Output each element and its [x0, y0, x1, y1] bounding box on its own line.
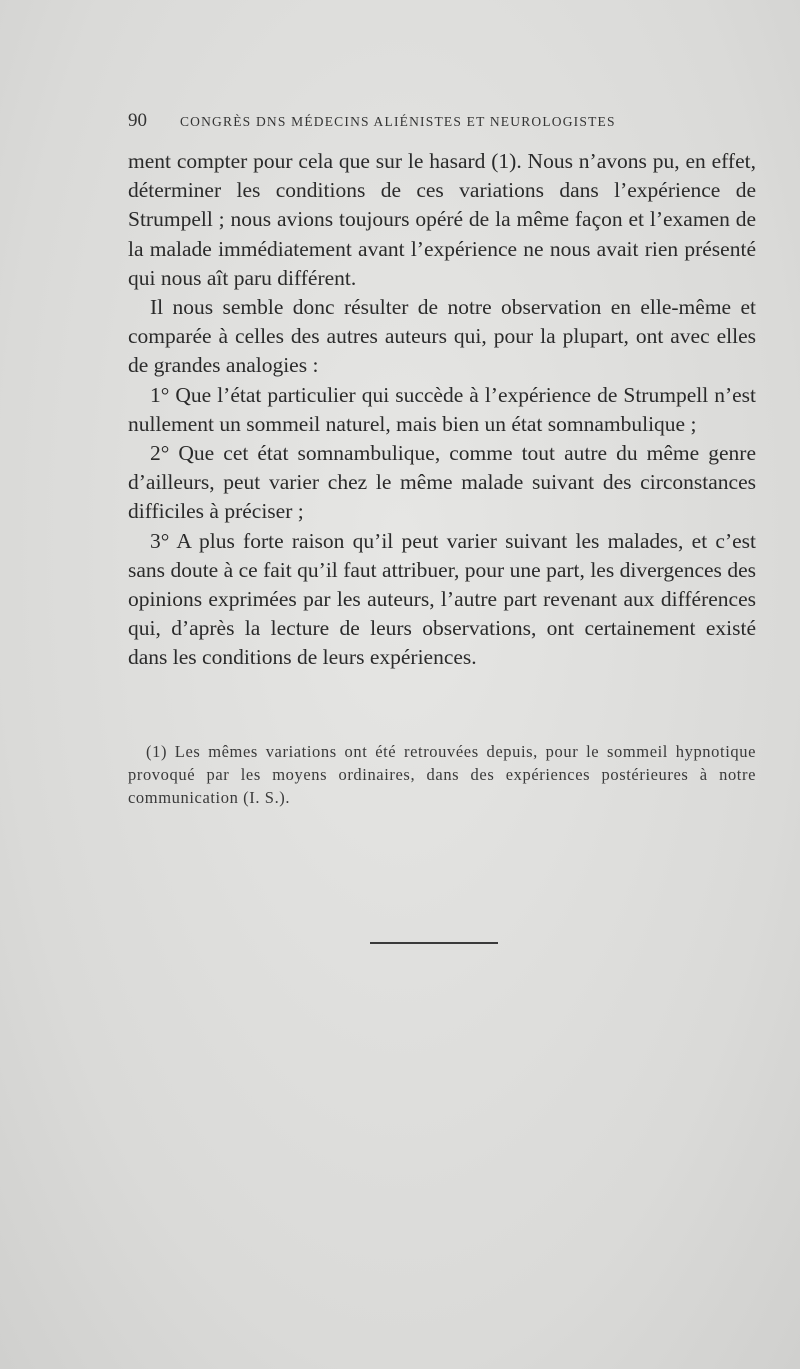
paragraph-continuation: ment compter pour cela que sur le hasard (1). Nous n’avons pu, en effet, déterminer les conditions de ces variations dans l’expérience de Strumpell ; nous avions toujours opéré de la même façon et l’examen de la malade immédiatement avant l’expérience ne nous avait rien présenté qui nous aît paru différent.	[128, 149, 756, 290]
end-rule	[370, 942, 498, 944]
footnote	[128, 740, 756, 809]
running-title: CONGRÈS DNS MÉDECINS ALIÉNISTES ET NEUROLOGISTES	[179, 114, 616, 129]
page-header	[128, 110, 688, 132]
conclusion-item-1: 1° Que l’état particulier qui succède à l’expérience de Strumpell n’est nullement un sommeil naturel, mais bien un état somnambulique ;	[128, 382, 756, 436]
page-number: 90	[128, 110, 147, 131]
conclusion-item-2: 2° Que cet état somnambulique, comme tout autre du même genre d’ailleurs, peut varier chez le même malade suivant des circonstances difficiles à préciser ;	[128, 441, 756, 524]
body-text	[128, 147, 756, 673]
footnote-text: (1) Les mêmes variations ont été retrouvées depuis, pour le sommeil hypnotique provoqué par les moyens ordinaires, dans des expériences postérieures à notre communication (I. S.).	[128, 742, 756, 807]
conclusion-item-3: 3° A plus forte raison qu’il peut varier suivant les malades, et c’est sans doute à ce fait qu’il faut attribuer, pour une part, les divergences des opinions exprimées par les auteurs, l’autre part revenant aux différences qui, d’après la lecture de leurs observations, ont certainement existé dans les conditions de leurs expériences.	[128, 528, 756, 670]
paragraph-conclusion-intro: Il nous semble donc résulter de notre observation en elle-même et comparée à celles des autres auteurs qui, pour la plupart, ont avec elles de grandes analogies :	[128, 295, 756, 378]
